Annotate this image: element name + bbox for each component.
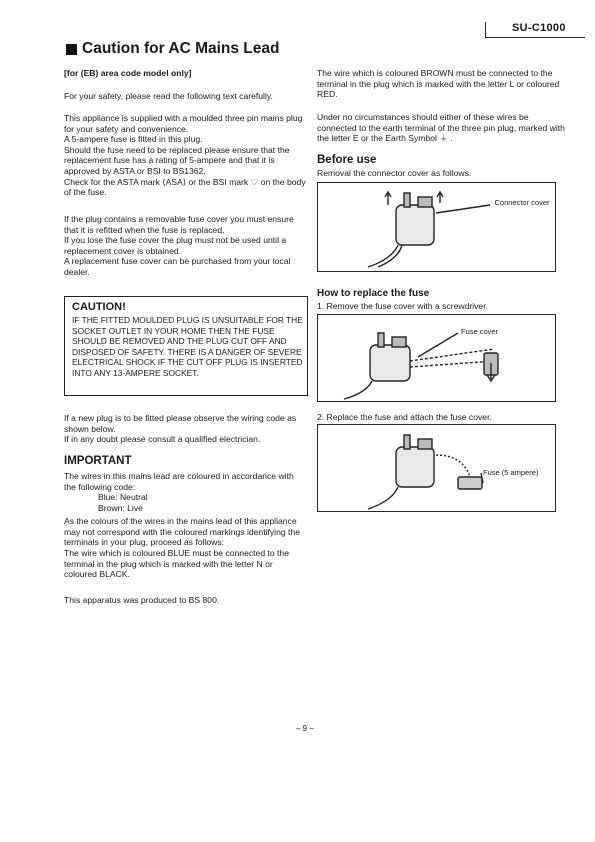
code-brown: Brown: Live (98, 503, 143, 513)
page-number: – 9 – (296, 724, 314, 733)
para-line: A 5-ampere fuse is fitted in this plug. (64, 134, 203, 145)
plug-connector-illustration (318, 183, 555, 271)
para-line: If you lose the fuse cover the plug must not be used until a replacement cover is obtained. (64, 235, 287, 256)
header-rule (485, 22, 486, 38)
square-bullet-icon (66, 44, 77, 55)
safety-intro: For your safety, please read the following text carefully. (64, 91, 273, 101)
para-line: This appliance is supplied with a moulded three pin mains plug for your safety and convenience. (64, 113, 303, 134)
code-blue: Blue: Neutral (98, 492, 148, 502)
important-intro: The wires in this mains lead are coloured in accordance with the following code: (64, 471, 294, 492)
earth-note: Under no circumstances should either of these wires be connected to the earth terminal of the three pin plug, marked with the letter E or the Earth Symbol ⏚ . (317, 112, 565, 144)
fuse-paragraph (64, 113, 306, 198)
fuse-figure (317, 424, 556, 512)
fuse-cover-label: Fuse cover (461, 327, 499, 336)
header-underline (485, 37, 585, 38)
area-code-note: [for (EB) area code model only] (64, 68, 192, 78)
page-title (66, 40, 280, 58)
colour-note: As the colours of the wires in the mains lead of this appliance may not correspond with the coloured markings identifying the terminals in your plug, proceed as follows: (64, 516, 300, 548)
replace-fuse-heading: How to replace the fuse (317, 288, 430, 299)
para-line: A replacement fuse cover can be purchased from your local dealer. (64, 256, 291, 277)
wiring-paragraph (64, 413, 306, 445)
model-number: SU-C1000 (512, 22, 566, 34)
para-line: If a new plug is to be fitted please observe the wiring code as shown below. (64, 413, 297, 434)
bs800-note: This apparatus was produced to BS 800. (64, 595, 220, 605)
connector-figure (317, 182, 556, 272)
caution-title: CAUTION! (72, 301, 126, 313)
caution-box (64, 296, 308, 396)
connector-cover-label: Connector cover (494, 198, 550, 207)
fuse-cover-paragraph (64, 214, 306, 278)
screwdriver-illustration (318, 315, 555, 401)
step-1: 1. Remove the fuse cover with a screwdriver. (317, 301, 488, 311)
para-line: Check for the ASTA mark ⟨ASA⟩ or the BSI mark ♡ on the body of the fuse. (64, 176, 306, 198)
important-heading: IMPORTANT (64, 455, 132, 467)
fuse-cover-figure (317, 314, 556, 402)
brown-wire-note: The wire which is coloured BROWN must be connected to the terminal in the plug which is marked with the letter L or coloured RED. (317, 68, 560, 100)
step-2: 2. Replace the fuse and attach the fuse cover. (317, 412, 492, 422)
before-use-text: Removal the connector cover as follows. (317, 168, 472, 178)
fuse-label: Fuse (5 ampere) (483, 468, 539, 477)
para-line: If in any doubt please consult a qualified electrician. (64, 434, 261, 445)
before-use-heading: Before use (317, 154, 377, 166)
blue-wire-note: The wire which is coloured BLUE must be connected to the terminal in the plug which is marked with the letter N or coloured BLACK. (64, 548, 289, 580)
para-line: Should the fuse need to be replaced please ensure that the replacement fuse has a rating of 5-ampere and that it is approved by ASTA or BSI to BS1362. (64, 144, 290, 176)
page-title-text: Caution for AC Mains Lead (82, 40, 280, 57)
caution-text: IF THE FITTED MOULDED PLUG IS UNSUITABLE FOR THE SOCKET OUTLET IN YOUR HOME THEN THE FUSE SHOULD BE REMOVED AND THE PLUG CUT OFF AND DISPOSED OF SAFETY. THERE IS A DANGER OF SEVERE ELECTRICAL SHOCK IF THE CUT OFF PLUG IS INSERTED INTO ANY 13-AMPERE SOCKET. (72, 315, 303, 378)
para-line: If the plug contains a removable fuse cover you must ensure that it is refitted when the fuse is replaced. (64, 214, 294, 235)
